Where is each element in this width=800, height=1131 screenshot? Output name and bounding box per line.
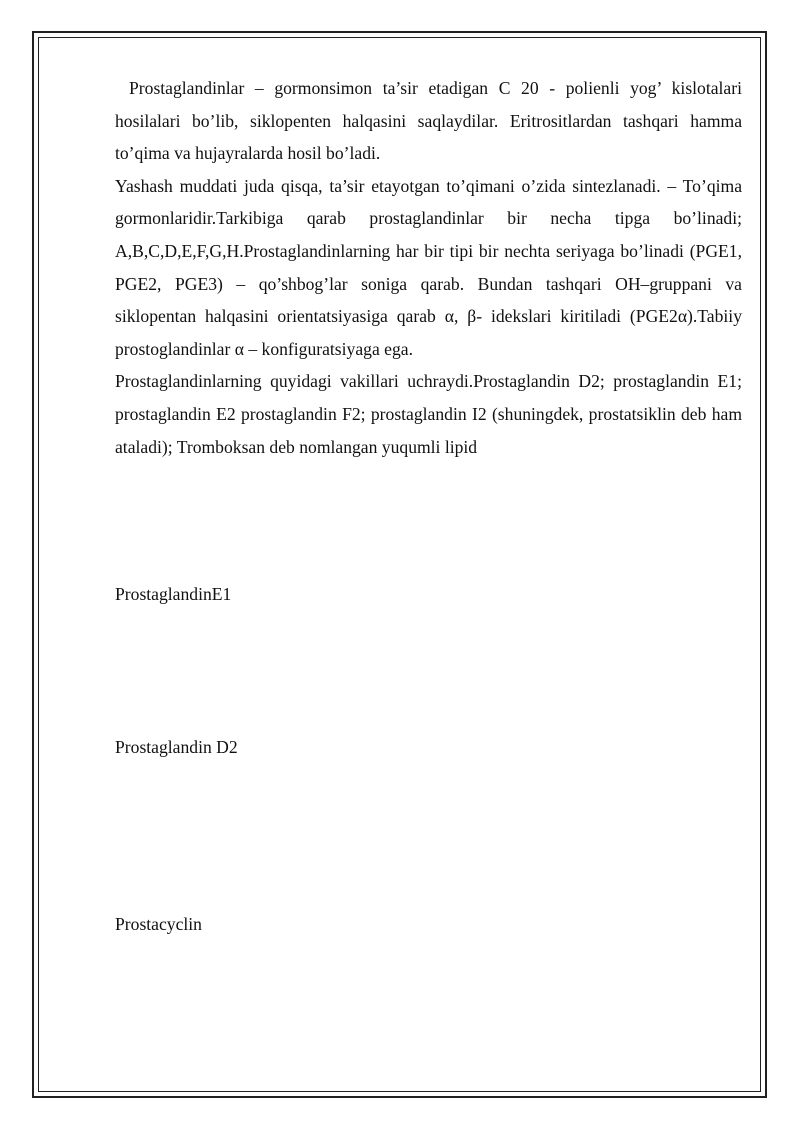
caption-prostacyclin: Prostacyclin: [115, 914, 202, 934]
paragraph-intro: Prostaglandinlar – gormonsimon ta’sir etadigan C 20 - polienli yog’ kislotalari hosilalari bo’lib, siklopenten halqasini saqlaydilar. Eritrositlardan tashqari hamma to’qima va hujayralarda hosil bo’ladi.: [115, 78, 742, 164]
document-body: [115, 72, 742, 463]
paragraph-representatives: Prostaglandinlarning quyidagi vakillari uchraydi.Prostaglandin D2; prostaglandin E1; prostaglandin E2 prostaglandin F2; prostaglandin I2 (shuningdek, prostatsiklin deb ham ataladi); Tromboksan deb nomlangan yuqumli lipid: [115, 371, 742, 457]
caption-prostaglandin-d2: Prostaglandin D2: [115, 737, 238, 757]
paragraph-types: Yashash muddati juda qisqa, ta’sir etayotgan to’qimani o’zida sintezlanadi. – To’qima gormonlaridir.Tarkibiga qarab prostaglandinlar bir necha tipga bo’linadi; A,B,C,D,E,F,G,H.Prostaglandinlarning har bir tipi bir nechta seriyaga bo’linadi (PGE1, PGE2, PGE3) – qo’shbog’lar soniga qarab. Bundan tashqari OH–gruppani va siklopentan halqasini orientatsiyasiga qarab α, β- idekslari kiritiladi (PGE2α).Tabiiy prostoglandinlar α – konfiguratsiyaga ega.: [115, 175, 742, 359]
caption-prostaglandin-e1: ProstaglandinE1: [115, 584, 232, 604]
